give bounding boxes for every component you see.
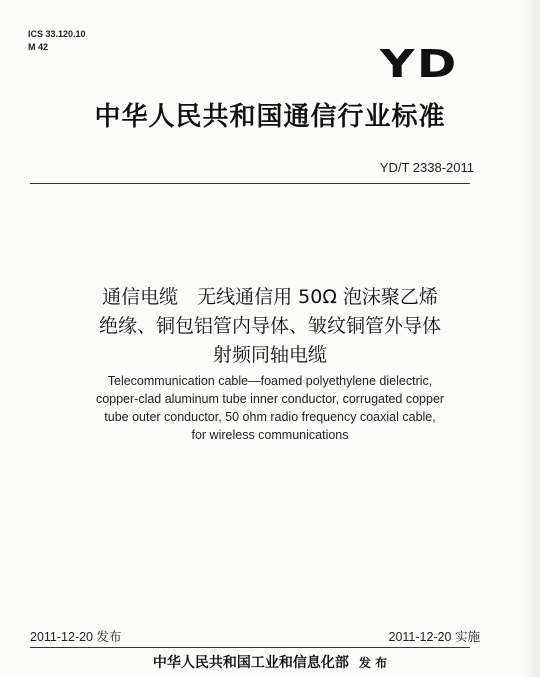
title-en-line-3: tube outer conductor, 50 ohm radio frequency coaxial cable,	[104, 410, 436, 424]
classification-codes	[28, 28, 86, 54]
ccs-code: M 42	[28, 42, 49, 52]
document-title-block	[0, 283, 540, 444]
issue-date: 2011-12-20 发布	[30, 630, 122, 644]
standard-category-title: 中华人民共和国通信行业标准	[94, 102, 446, 132]
publisher-line	[0, 652, 540, 672]
title-en-line-1: Telecommunication cable—foamed polyethylene dielectric,	[107, 374, 433, 388]
footer-divider	[30, 647, 470, 648]
standard-number: YD/T 2338-2011	[379, 160, 474, 175]
title-en-line-4: for wireless communications	[191, 428, 349, 442]
title-cn-line-1: 通信电缆 无线通信用 50Ω 泡沫聚乙烯	[102, 286, 438, 308]
implementation-date: 2011-12-20 实施	[388, 630, 480, 644]
title-cn-line-2: 绝缘、铜包铝管内导体、皱纹铜管外导体	[98, 315, 441, 337]
title-en-line-2: copper-clad aluminum tube inner conductor, corrugated copper	[95, 392, 445, 406]
publisher-org: 中华人民共和国工业和信息化部	[152, 655, 349, 671]
publish-action: 发 布	[358, 656, 388, 670]
yd-logo: YD	[380, 42, 459, 86]
ics-code: ICS 33.120.10	[28, 29, 86, 39]
title-cn-line-3: 射频同轴电缆	[212, 344, 327, 366]
header-divider	[30, 183, 470, 184]
